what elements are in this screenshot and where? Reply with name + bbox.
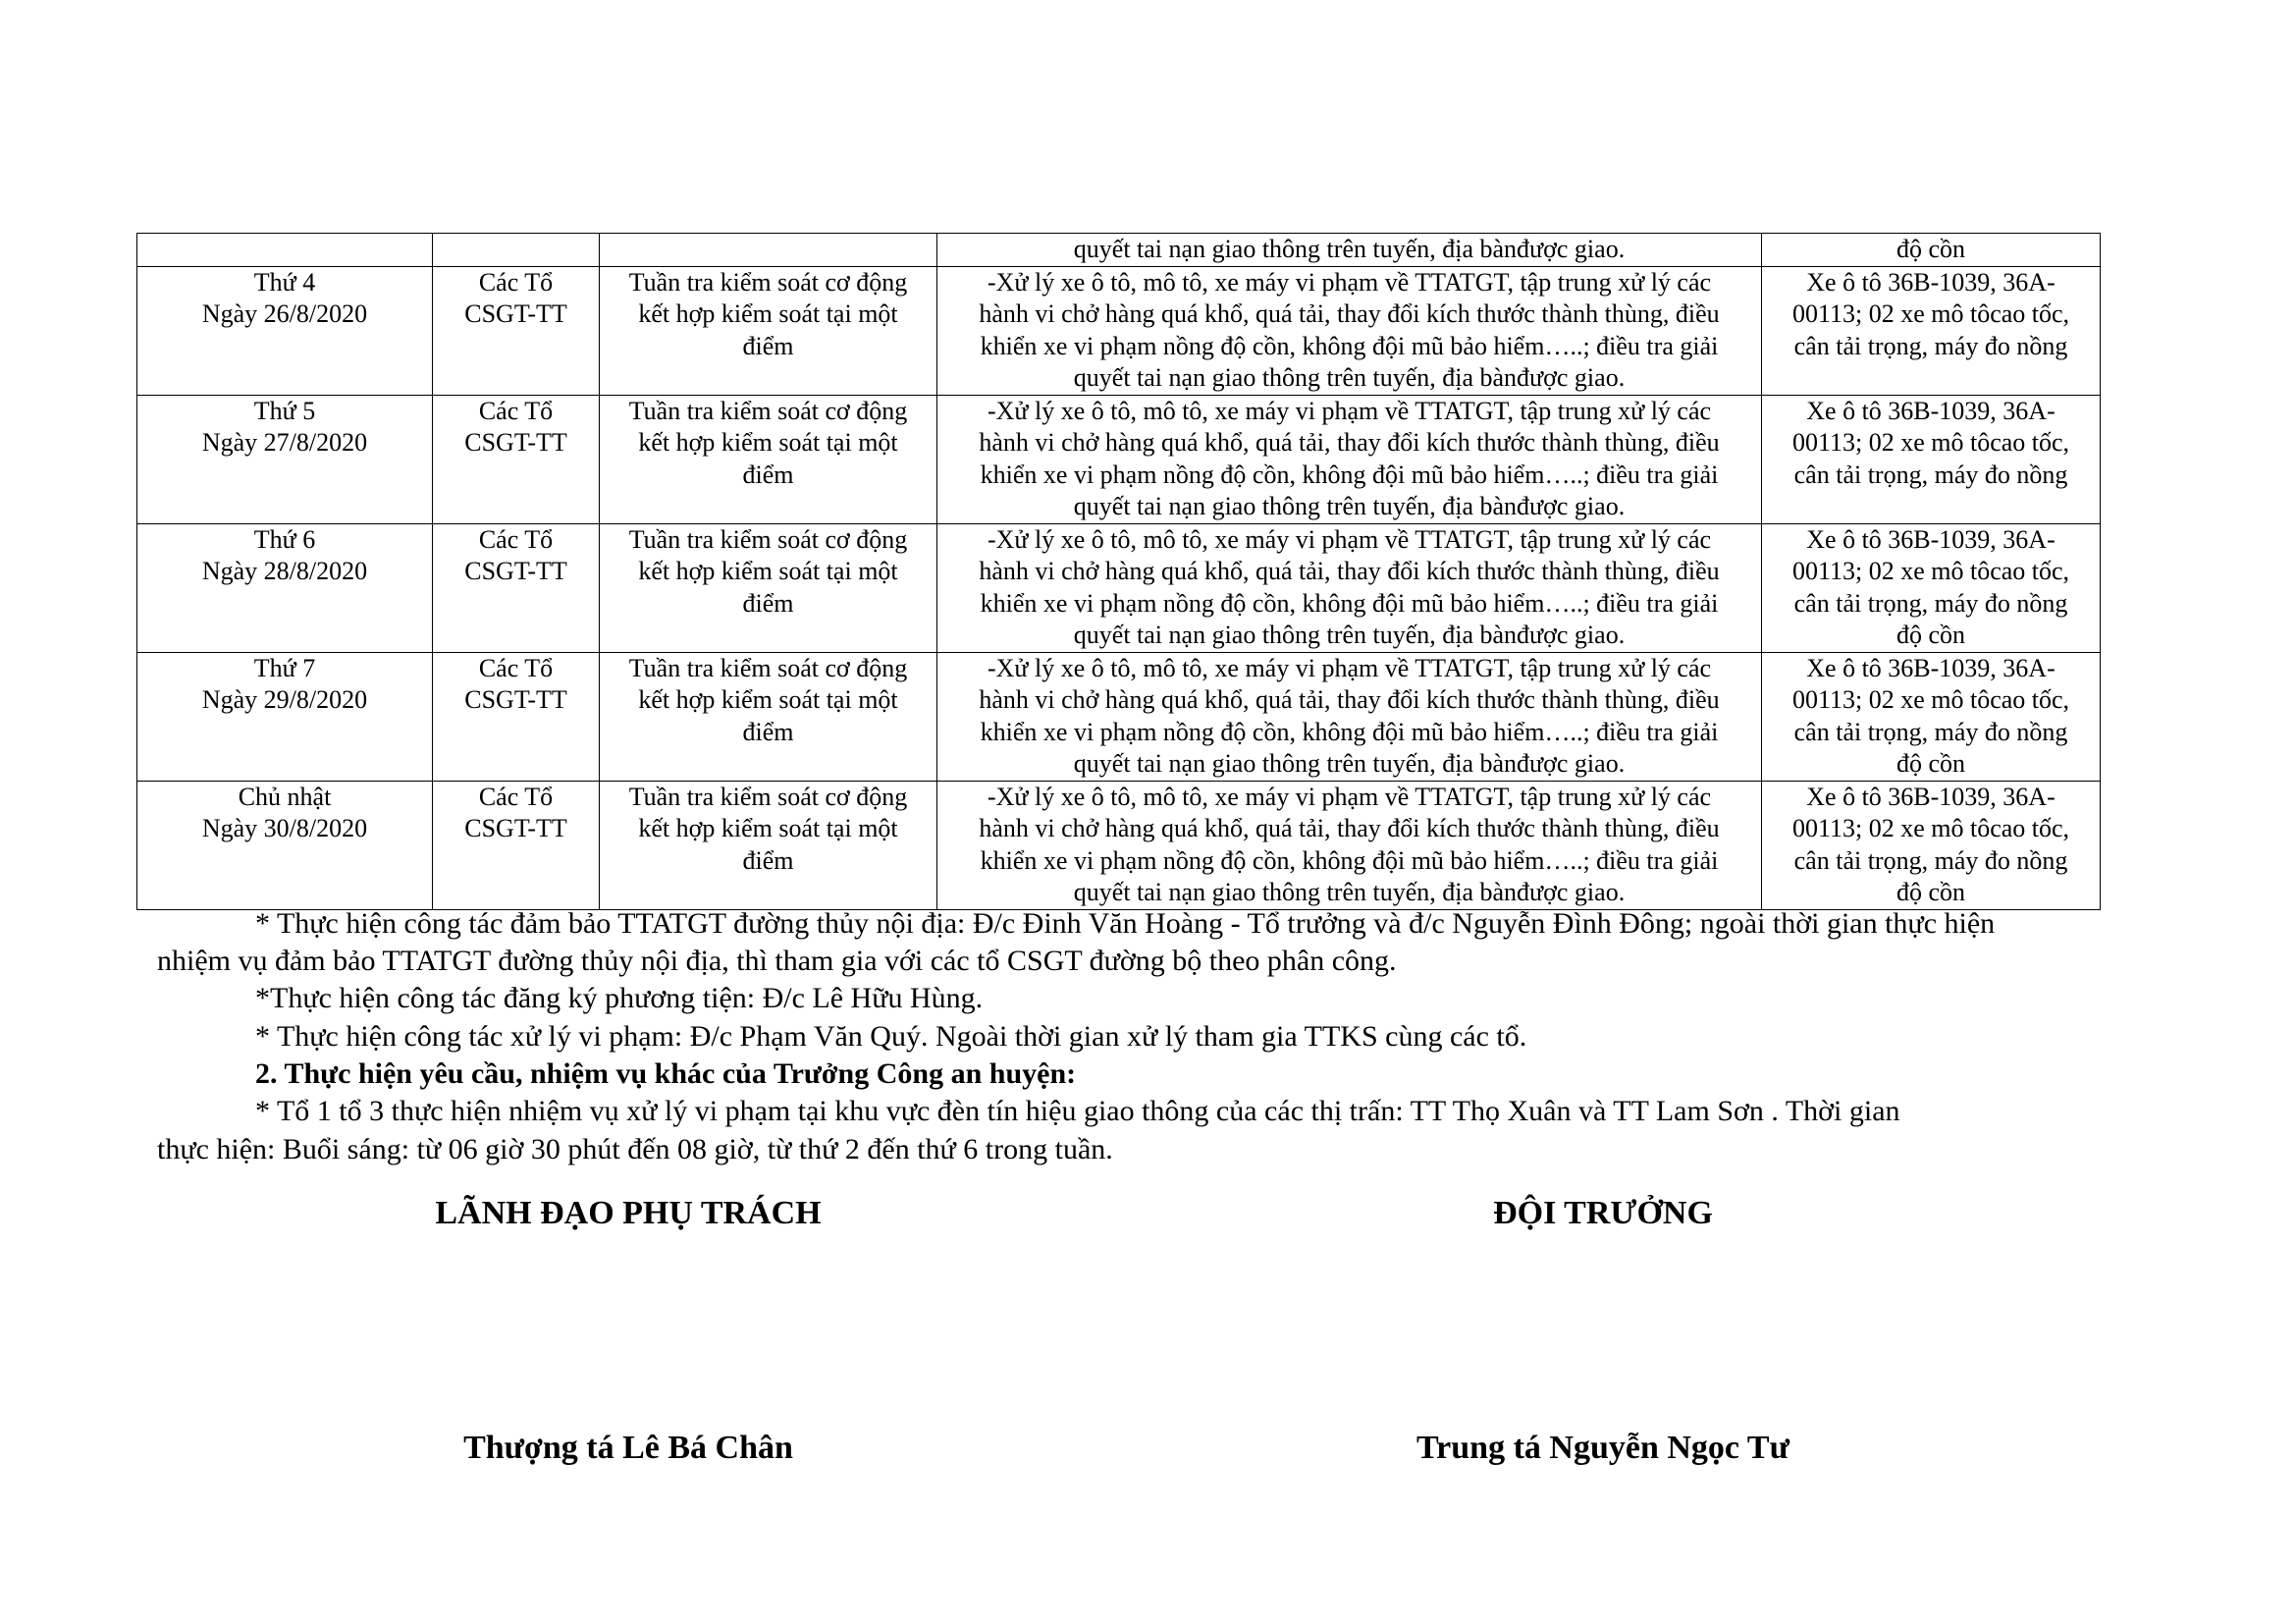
method-line: kết hợp kiểm soát tại một <box>638 557 898 585</box>
unit-line: Các Tổ <box>478 396 554 425</box>
unit-line: Các Tổ <box>478 267 554 297</box>
date-label: Ngày 28/8/2020 <box>201 557 368 585</box>
content-line: hành vi chở hàng quá khổ, quá tải, thay đổi kích thước thành thùng, điều <box>979 685 1720 714</box>
unit-line: Các Tổ <box>478 653 554 682</box>
content-line: hành vi chở hàng quá khổ, quá tải, thay đổi kích thước thành thùng, điều <box>979 428 1720 457</box>
equipment-line: cân tải trọng, máy đo nồng <box>1793 460 2068 489</box>
method-cell <box>600 652 937 781</box>
content-line: -Xử lý xe ô tô, mô tô, xe máy vi phạm về TTATGT, tập trung xử lý các <box>987 524 1712 554</box>
method-line: Tuần tra kiểm soát cơ động <box>628 782 908 811</box>
equipment-line: cân tải trọng, máy đo nồng <box>1793 717 2068 746</box>
equipment-line: Xe ô tô 36B-1039, 36A- <box>1806 267 2056 297</box>
equipment-line: Xe ô tô 36B-1039, 36A- <box>1806 653 2056 682</box>
method-cell <box>600 523 937 652</box>
unit-line: CSGT-TT <box>464 557 567 585</box>
content-line: quyết tai nạn giao thông trên tuyến, địa bànđược giao. <box>1073 878 1626 906</box>
table-row <box>137 395 2101 523</box>
method-line: Tuần tra kiểm soát cơ động <box>628 267 908 297</box>
content-line: quyết tai nạn giao thông trên tuyến, địa bànđược giao. <box>1073 363 1626 392</box>
day-label: Thứ 7 <box>253 653 316 682</box>
day-cell <box>137 652 433 781</box>
equipment-cell: độ cồn <box>1762 234 2101 267</box>
day-cell <box>137 234 433 267</box>
section-2-heading: 2. Thực hiện yêu cầu, nhiệm vụ khác của Trưởng Công an huyện: <box>255 1057 1077 1090</box>
equipment-cell <box>1762 395 2101 523</box>
right-signature-title: ĐỘI TRƯỞNG <box>1493 1195 1713 1231</box>
equipment-line: Xe ô tô 36B-1039, 36A- <box>1806 396 2056 425</box>
note-registration: *Thực hiện công tác đăng ký phương tiện: Đ/c Lê Hữu Hùng. <box>255 982 984 1014</box>
content-line: -Xử lý xe ô tô, mô tô, xe máy vi phạm về TTATGT, tập trung xử lý các <box>987 267 1712 297</box>
equipment-line: độ cồn <box>1896 749 1966 778</box>
method-line: kết hợp kiểm soát tại một <box>638 814 898 842</box>
day-cell <box>137 395 433 523</box>
unit-line: Các Tổ <box>478 782 554 811</box>
content-cell <box>937 652 1762 781</box>
content-line: khiển xe vi phạm nồng độ cồn, không đội mũ bảo hiểm…..; điều tra giải <box>980 331 1719 360</box>
day-label: Thứ 6 <box>253 524 316 554</box>
note-violations: * Thực hiện công tác xử lý vi phạm: Đ/c Phạm Văn Quý. Ngoài thời gian xử lý tham gia TTKS cùng các tổ. <box>255 1020 1527 1053</box>
date-label: Ngày 26/8/2020 <box>201 299 368 328</box>
day-label: Chủ nhật <box>238 782 332 811</box>
method-line: Tuần tra kiểm soát cơ động <box>628 524 908 554</box>
schedule-table <box>136 233 2101 910</box>
method-line: kết hợp kiểm soát tại một <box>638 685 898 714</box>
equipment-line: cân tải trọng, máy đo nồng <box>1793 331 2068 360</box>
table-row <box>137 652 2101 781</box>
equipment-cell <box>1762 652 2101 781</box>
equipment-line: Xe ô tô 36B-1039, 36A- <box>1806 524 2056 554</box>
method-line: kết hợp kiểm soát tại một <box>638 299 898 328</box>
table-row <box>137 266 2101 395</box>
content-line: -Xử lý xe ô tô, mô tô, xe máy vi phạm về TTATGT, tập trung xử lý các <box>987 396 1712 425</box>
section-2-line1: * Tổ 1 tổ 3 thực hiện nhiệm vụ xử lý vi phạm tại khu vực đèn tín hiệu giao thông của các thị trấn: TT Thọ Xuân và TT Lam Sơn . Thời gian <box>255 1095 1900 1127</box>
equipment-line: độ cồn <box>1896 621 1966 649</box>
equipment-cell <box>1762 781 2101 909</box>
equipment-line: 00113; 02 xe mô tôcao tốc, <box>1791 685 2070 714</box>
equipment-line: cân tải trọng, máy đo nồng <box>1793 588 2068 618</box>
content-line: hành vi chở hàng quá khổ, quá tải, thay đổi kích thước thành thùng, điều <box>979 299 1720 328</box>
method-cell <box>600 266 937 395</box>
day-cell <box>137 781 433 909</box>
equipment-line <box>1768 362 2094 395</box>
content-line: khiển xe vi phạm nồng độ cồn, không đội mũ bảo hiểm…..; điều tra giải <box>980 460 1719 489</box>
method-line: điểm <box>742 331 794 360</box>
day-cell <box>137 266 433 395</box>
note-waterway <box>157 905 2152 944</box>
date-label: Ngày 27/8/2020 <box>201 428 368 457</box>
unit-cell <box>433 266 600 395</box>
unit-cell <box>433 781 600 909</box>
date-label: Ngày 30/8/2020 <box>201 814 368 842</box>
content-line: khiển xe vi phạm nồng độ cồn, không đội mũ bảo hiểm…..; điều tra giải <box>980 845 1719 875</box>
equipment-line: 00113; 02 xe mô tôcao tốc, <box>1791 428 2070 457</box>
method-cell <box>600 781 937 909</box>
unit-line: CSGT-TT <box>464 814 567 842</box>
equipment-line: 00113; 02 xe mô tôcao tốc, <box>1791 557 2070 585</box>
section-2-line2: thực hiện: Buổi sáng: từ 06 giờ 30 phút đến 08 giờ, từ thứ 2 đến thứ 6 trong tuần. <box>157 1133 1113 1165</box>
unit-line: CSGT-TT <box>464 299 567 328</box>
left-signer-name: Thượng tá Lê Bá Chân <box>463 1430 793 1466</box>
content-line: -Xử lý xe ô tô, mô tô, xe máy vi phạm về TTATGT, tập trung xử lý các <box>987 653 1712 682</box>
equipment-line: Xe ô tô 36B-1039, 36A- <box>1806 782 2056 811</box>
equipment-cell <box>1762 523 2101 652</box>
method-line: kết hợp kiểm soát tại một <box>638 428 898 457</box>
table-row <box>137 781 2101 909</box>
unit-line: CSGT-TT <box>464 428 567 457</box>
content-line: quyết tai nạn giao thông trên tuyến, địa bànđược giao. <box>1073 621 1626 649</box>
unit-cell <box>433 395 600 523</box>
method-cell <box>600 395 937 523</box>
day-label: Thứ 4 <box>253 267 316 297</box>
equipment-line: 00113; 02 xe mô tôcao tốc, <box>1791 814 2070 842</box>
left-signature-title: LÃNH ĐẠO PHỤ TRÁCH <box>435 1195 822 1231</box>
content-line: khiển xe vi phạm nồng độ cồn, không đội mũ bảo hiểm…..; điều tra giải <box>980 717 1719 746</box>
content-cell <box>937 523 1762 652</box>
method-line: điểm <box>742 460 794 489</box>
equipment-cell <box>1762 266 2101 395</box>
date-label: Ngày 29/8/2020 <box>201 685 368 714</box>
table-row-continued <box>137 234 2101 267</box>
content-line: hành vi chở hàng quá khổ, quá tải, thay đổi kích thước thành thùng, điều <box>979 557 1720 585</box>
unit-cell <box>433 234 600 267</box>
content-line: khiển xe vi phạm nồng độ cồn, không đội mũ bảo hiểm…..; điều tra giải <box>980 588 1719 618</box>
unit-line: Các Tổ <box>478 524 554 554</box>
method-line: Tuần tra kiểm soát cơ động <box>628 653 908 682</box>
method-line: điểm <box>742 717 794 746</box>
right-signer-name: Trung tá Nguyễn Ngọc Tư <box>1416 1430 1789 1466</box>
content-line: quyết tai nạn giao thông trên tuyến, địa bànđược giao. <box>1073 492 1626 520</box>
equipment-line <box>1768 491 2094 523</box>
content-cell <box>937 781 1762 909</box>
table-row <box>137 523 2101 652</box>
note-waterway-line2: nhiệm vụ đảm bảo TTATGT đường thủy nội địa, thì tham gia với các tổ CSGT đường bộ theo phân công. <box>157 945 1397 977</box>
unit-cell <box>433 652 600 781</box>
content-line: -Xử lý xe ô tô, mô tô, xe máy vi phạm về TTATGT, tập trung xử lý các <box>987 782 1712 811</box>
content-line: quyết tai nạn giao thông trên tuyến, địa bànđược giao. <box>1073 749 1626 778</box>
content-cell <box>937 395 1762 523</box>
content-cell <box>937 266 1762 395</box>
method-cell <box>600 234 937 267</box>
schedule-table-body <box>137 234 2101 910</box>
equipment-line: độ cồn <box>1896 878 1966 906</box>
content-cell: quyết tai nạn giao thông trên tuyến, địa bànđược giao. <box>937 234 1762 267</box>
method-line: điểm <box>742 845 794 875</box>
content-line: hành vi chở hàng quá khổ, quá tải, thay đổi kích thước thành thùng, điều <box>979 814 1720 842</box>
unit-cell <box>433 523 600 652</box>
note-waterway-line1: * Thực hiện công tác đảm bảo TTATGT đường thủy nội địa: Đ/c Đinh Văn Hoàng - Tổ trưởng và đ/c Nguyễn Đình Đông; ngoài thời gian thực hiện <box>255 907 1996 940</box>
day-cell <box>137 523 433 652</box>
method-line: điểm <box>742 588 794 618</box>
note-waterway-cont <box>157 943 2152 981</box>
unit-line: CSGT-TT <box>464 685 567 714</box>
equipment-line: 00113; 02 xe mô tôcao tốc, <box>1791 299 2070 328</box>
day-label: Thứ 5 <box>253 396 316 425</box>
method-line: Tuần tra kiểm soát cơ động <box>628 396 908 425</box>
equipment-line: cân tải trọng, máy đo nồng <box>1793 845 2068 875</box>
